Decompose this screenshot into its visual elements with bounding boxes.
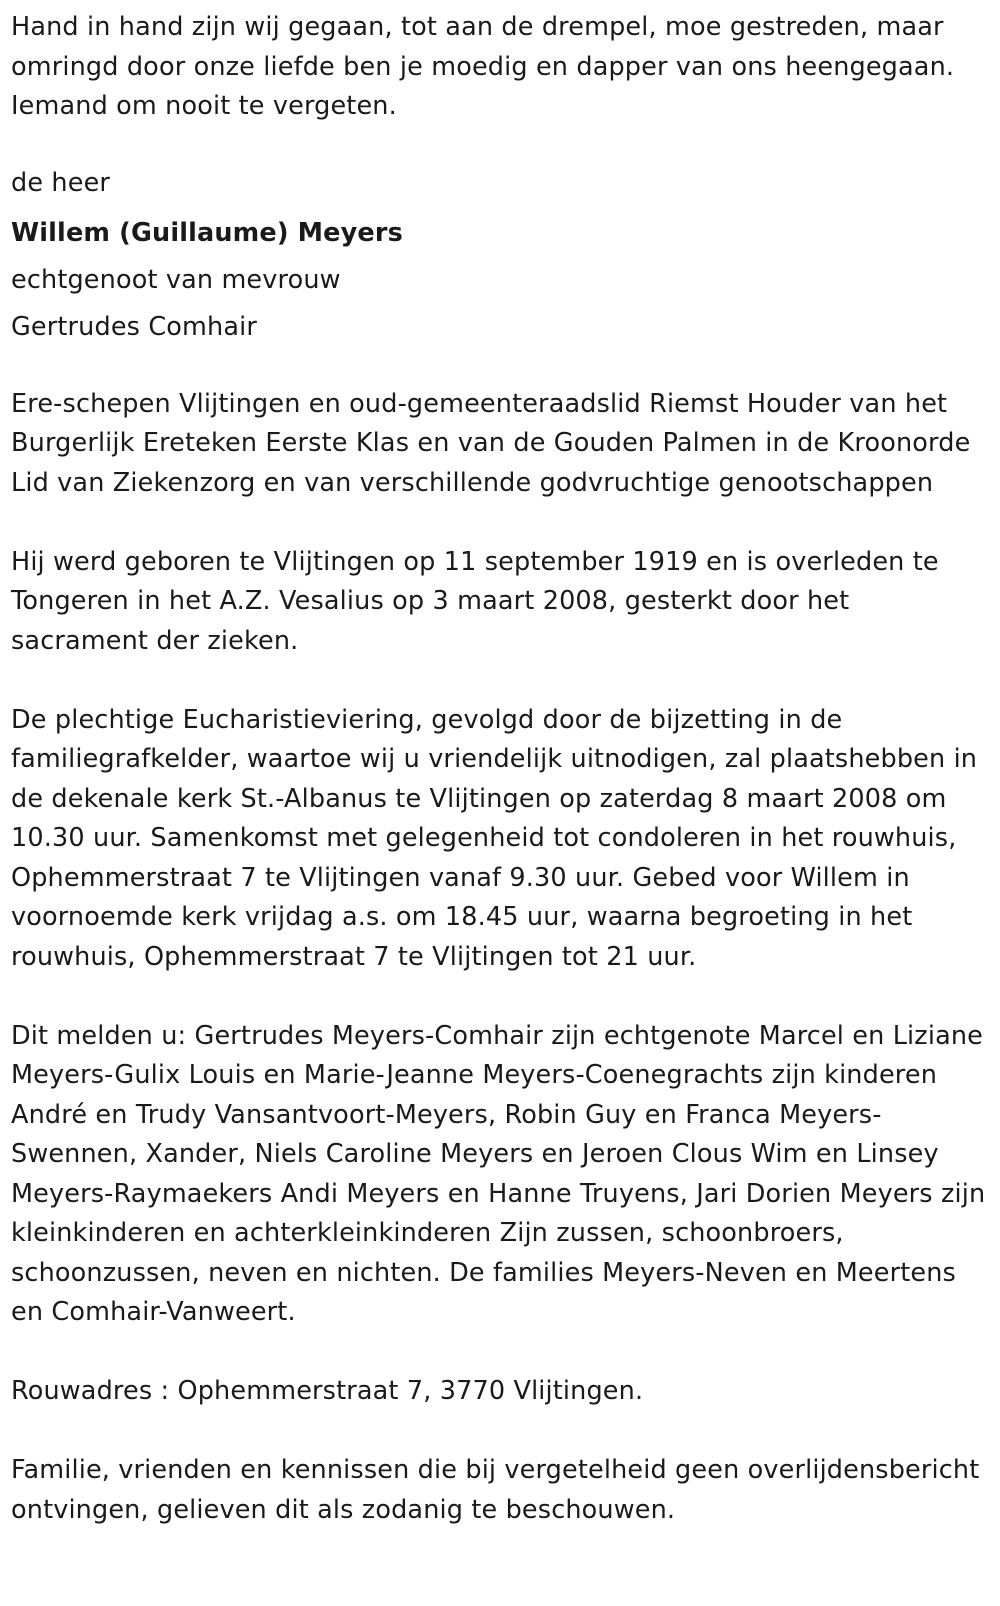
deceased-name: Willem (Guillaume) Meyers (11, 217, 403, 248)
spouse-label: echtgenoot van mevrouw (11, 264, 341, 295)
honors-text: Ere-schepen Vlijtingen en oud-gemeenteraadslid Riemst Houder van het Burgerlijk Ereteken Eerste Klas en van de Gouden Palmen in de Kroonorde Lid van Ziekenzorg en van verschillende godvruchtige genootschappen (11, 388, 971, 498)
closing-text: Familie, vrienden en kennissen die bij vergetelheid geen overlijdensbericht ontvingen, gelieven dit als zodanig te beschouwen. (11, 1455, 980, 1525)
family-text: Dit melden u: Gertrudes Meyers-Comhair zijn echtgenote Marcel en Liziane Meyers-Gulix Louis en Marie-Jeanne Meyers-Coenegrachts zijn kinderen André en Trudy Vansantvoort-Meyers, Robin Guy en Franca Meyers-Swennen, Xander, Niels Caroline Meyers en Jeroen Clous Wim en Linsey Meyers-Raymaekers Andi Meyers en Hanne Truyens, Jari Dorien Meyers zijn kleinkinderen en achterkleinkinderen Zijn zussen, schoonbroers, schoonzussen, neven en nichten. De families Meyers-Neven en Meertens en Comhair-Vanweert. (11, 1020, 986, 1327)
birth-death-text: Hij werd geboren te Vlijtingen op 11 september 1919 en is overleden te Tongeren in het A.Z. Vesalius op 3 maart 2008, gesterkt door het sacrament der zieken. (11, 546, 939, 656)
ceremony-text: De plechtige Eucharistieviering, gevolgd door de bijzetting in de familiegrafkelder, waartoe wij u vriendelijk uitnodigen, zal plaatshebben in de dekenale kerk St.-Albanus te Vlijtingen op zaterdag 8 maart 2008 om 10.30 uur. Samenkomst met gelegenheid tot condoleren in het rouwhuis, Ophemmerstraat 7 te Vlijtingen vanaf 9.30 uur. Gebed voor Willem in voornoemde kerk vrijdag a.s. om 18.45 uur, waarna begroeting in het rouwhuis, Ophemmerstraat 7 te Vlijtingen tot 21 uur. (11, 704, 978, 972)
intro-text: Hand in hand zijn wij gegaan, tot aan de drempel, moe gestreden, maar omringd door onze liefde ben je moedig en dapper van ons heengegaan. Iemand om nooit te vergeten. (11, 12, 955, 121)
spouse-name: Gertrudes Comhair (11, 311, 257, 342)
address-text: Rouwadres : Ophemmerstraat 7, 3770 Vlijtingen. (11, 1376, 644, 1406)
salutation: de heer (11, 168, 111, 198)
